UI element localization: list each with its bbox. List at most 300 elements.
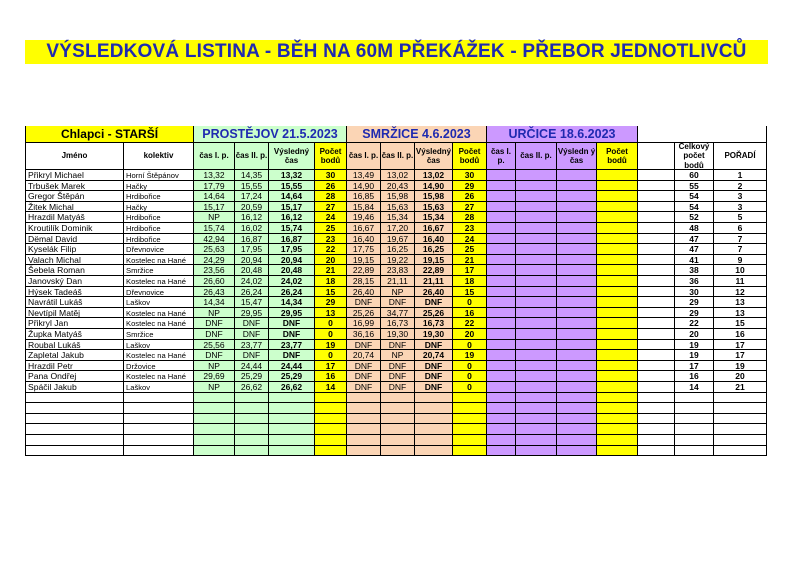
result-cell: 14,90 bbox=[415, 181, 453, 192]
result-cell: 15,55 bbox=[269, 181, 315, 192]
total-points-cell: 54 bbox=[675, 202, 714, 213]
athlete-name bbox=[25, 446, 124, 457]
urcice-run1-cell bbox=[487, 170, 516, 181]
urcice-run2-cell bbox=[516, 393, 557, 404]
result-cell bbox=[453, 435, 487, 446]
athlete-team: Držovice bbox=[124, 361, 194, 372]
blank-cell bbox=[638, 340, 675, 351]
blank-cell bbox=[638, 287, 675, 298]
total-points-cell: 16 bbox=[675, 371, 714, 382]
result-cell: 25,29 bbox=[269, 371, 315, 382]
athlete-name: Hrazdil Matyáš bbox=[25, 212, 124, 223]
urcice-points-cell bbox=[597, 318, 638, 329]
athlete-team: Horní Štěpánov bbox=[124, 170, 194, 181]
result-cell: 16,40 bbox=[347, 234, 381, 245]
result-cell: 28 bbox=[315, 191, 347, 202]
total-points-cell bbox=[675, 403, 714, 414]
total-points-cell: 38 bbox=[675, 265, 714, 276]
result-cell: NP bbox=[381, 350, 415, 361]
rank-cell bbox=[714, 435, 767, 446]
result-cell: 29 bbox=[453, 181, 487, 192]
result-cell: 23,56 bbox=[194, 265, 235, 276]
rank-cell: 16 bbox=[714, 329, 767, 340]
result-cell bbox=[235, 446, 269, 457]
result-cell: 29,69 bbox=[194, 371, 235, 382]
urcice-run1-cell bbox=[487, 318, 516, 329]
urcice-points-cell bbox=[597, 371, 638, 382]
result-cell: DNF bbox=[235, 350, 269, 361]
header-result: Výsledný čas bbox=[269, 143, 315, 170]
urcice-run1-cell bbox=[487, 255, 516, 266]
urcice-run2-cell bbox=[516, 371, 557, 382]
result-cell bbox=[269, 446, 315, 457]
athlete-name bbox=[25, 435, 124, 446]
total-points-cell: 22 bbox=[675, 318, 714, 329]
result-cell: 34,77 bbox=[381, 308, 415, 319]
result-cell: DNF bbox=[415, 371, 453, 382]
result-cell: 16 bbox=[315, 371, 347, 382]
result-cell bbox=[347, 403, 381, 414]
result-cell bbox=[315, 393, 347, 404]
result-cell: 25,56 bbox=[194, 340, 235, 351]
result-cell bbox=[315, 446, 347, 457]
athlete-name: Žitek Michal bbox=[25, 202, 124, 213]
result-cell bbox=[381, 414, 415, 425]
urcice-result-cell bbox=[557, 255, 597, 266]
result-cell: DNF bbox=[415, 382, 453, 393]
urcice-result-cell bbox=[557, 371, 597, 382]
header-points: Počet bodů bbox=[315, 143, 347, 170]
result-cell: DNF bbox=[381, 371, 415, 382]
result-cell: 22,89 bbox=[347, 265, 381, 276]
urcice-run2-cell bbox=[516, 350, 557, 361]
total-points-cell: 19 bbox=[675, 340, 714, 351]
result-cell: 15,74 bbox=[194, 223, 235, 234]
urcice-points-cell bbox=[597, 414, 638, 425]
blank-cell bbox=[638, 318, 675, 329]
result-cell: 15,98 bbox=[381, 191, 415, 202]
urcice-result-cell bbox=[557, 393, 597, 404]
result-cell: 26,24 bbox=[235, 287, 269, 298]
athlete-name: Hýsek Tadeáš bbox=[25, 287, 124, 298]
result-cell: 0 bbox=[453, 297, 487, 308]
athlete-name bbox=[25, 424, 124, 435]
result-cell: 23,83 bbox=[381, 265, 415, 276]
result-cell: 16,73 bbox=[381, 318, 415, 329]
rank-cell: 3 bbox=[714, 191, 767, 202]
rank-cell: 3 bbox=[714, 202, 767, 213]
result-cell bbox=[269, 435, 315, 446]
athlete-team: Kostelec na Hané bbox=[124, 276, 194, 287]
urcice-run1-cell bbox=[487, 393, 516, 404]
athlete-name bbox=[25, 414, 124, 425]
result-cell: 17,95 bbox=[269, 244, 315, 255]
result-cell: 20,94 bbox=[269, 255, 315, 266]
athlete-team: Smržice bbox=[124, 265, 194, 276]
urcice-run1-cell bbox=[487, 181, 516, 192]
urcice-result-cell bbox=[557, 424, 597, 435]
result-cell bbox=[415, 446, 453, 457]
athlete-team: Hrdibořice bbox=[124, 212, 194, 223]
urcice-points-cell bbox=[597, 340, 638, 351]
athlete-team: Kostelec na Hané bbox=[124, 308, 194, 319]
rank-cell bbox=[714, 414, 767, 425]
athlete-name: Spáčil Jakub bbox=[25, 382, 124, 393]
urcice-result-cell bbox=[557, 361, 597, 372]
result-cell: 28 bbox=[453, 212, 487, 223]
result-cell bbox=[235, 424, 269, 435]
result-cell: 15 bbox=[453, 287, 487, 298]
athlete-team bbox=[124, 403, 194, 414]
urcice-result-cell bbox=[557, 382, 597, 393]
result-cell: DNF bbox=[381, 297, 415, 308]
athlete-name: Přikryl Michael bbox=[25, 170, 124, 181]
urcice-points-cell bbox=[597, 212, 638, 223]
result-cell bbox=[315, 424, 347, 435]
blank-cell bbox=[638, 255, 675, 266]
urcice-points-cell bbox=[597, 255, 638, 266]
total-points-cell bbox=[675, 435, 714, 446]
athlete-name: Navrátil Lukáš bbox=[25, 297, 124, 308]
urcice-points-cell bbox=[597, 244, 638, 255]
athlete-team bbox=[124, 414, 194, 425]
blank-cell bbox=[638, 371, 675, 382]
result-cell: 13 bbox=[315, 308, 347, 319]
rank-cell bbox=[714, 424, 767, 435]
athlete-name bbox=[25, 393, 124, 404]
athlete-name bbox=[25, 403, 124, 414]
result-cell: 19 bbox=[453, 350, 487, 361]
urcice-run2-cell bbox=[516, 361, 557, 372]
urcice-run1-cell bbox=[487, 234, 516, 245]
header-name: Jméno bbox=[25, 143, 124, 170]
blank-cell bbox=[638, 414, 675, 425]
urcice-run1-cell bbox=[487, 287, 516, 298]
result-cell bbox=[453, 424, 487, 435]
result-cell bbox=[194, 424, 235, 435]
blank-cell bbox=[638, 202, 675, 213]
result-cell: 19,22 bbox=[381, 255, 415, 266]
total-points-cell: 36 bbox=[675, 276, 714, 287]
athlete-team: Hrdibořice bbox=[124, 191, 194, 202]
rank-cell: 11 bbox=[714, 276, 767, 287]
result-cell: 15,34 bbox=[381, 212, 415, 223]
result-cell: DNF bbox=[381, 340, 415, 351]
athlete-team: Laškov bbox=[124, 382, 194, 393]
result-cell bbox=[269, 403, 315, 414]
results-table bbox=[25, 126, 767, 461]
result-cell bbox=[347, 393, 381, 404]
result-cell: 36,16 bbox=[347, 329, 381, 340]
result-cell bbox=[381, 435, 415, 446]
result-cell: 19,30 bbox=[415, 329, 453, 340]
result-cell: 19,46 bbox=[347, 212, 381, 223]
result-cell: 14,64 bbox=[269, 191, 315, 202]
result-cell: DNF bbox=[347, 361, 381, 372]
result-cell: DNF bbox=[347, 371, 381, 382]
result-cell: 16,67 bbox=[415, 223, 453, 234]
urcice-run1-cell bbox=[487, 424, 516, 435]
result-cell: 26,62 bbox=[235, 382, 269, 393]
blank-cell bbox=[638, 276, 675, 287]
athlete-name: Gregor Štěpán bbox=[25, 191, 124, 202]
total-points-cell: 19 bbox=[675, 350, 714, 361]
blank-cell bbox=[638, 181, 675, 192]
result-cell bbox=[381, 424, 415, 435]
result-cell: 17,75 bbox=[347, 244, 381, 255]
blank-cell bbox=[638, 403, 675, 414]
result-cell bbox=[453, 403, 487, 414]
result-cell bbox=[194, 446, 235, 457]
rank-cell: 10 bbox=[714, 265, 767, 276]
urcice-run1-cell bbox=[487, 446, 516, 457]
result-cell: 16,25 bbox=[381, 244, 415, 255]
urcice-run1-cell bbox=[487, 191, 516, 202]
blank-cell bbox=[638, 170, 675, 181]
result-cell: DNF bbox=[194, 329, 235, 340]
blank-cell bbox=[638, 191, 675, 202]
result-cell: 17,24 bbox=[235, 191, 269, 202]
urcice-run2-cell bbox=[516, 403, 557, 414]
result-cell bbox=[269, 393, 315, 404]
header-run2: čas II. p. bbox=[235, 143, 269, 170]
athlete-name: Nevtípil Matěj bbox=[25, 308, 124, 319]
result-cell: 26,43 bbox=[194, 287, 235, 298]
result-cell: DNF bbox=[347, 340, 381, 351]
result-cell bbox=[453, 414, 487, 425]
blank-cell bbox=[638, 329, 675, 340]
result-cell: 25,26 bbox=[347, 308, 381, 319]
blank-cell bbox=[638, 435, 675, 446]
urcice-run2-cell bbox=[516, 424, 557, 435]
urcice-result-cell bbox=[557, 308, 597, 319]
result-cell: 24,29 bbox=[194, 255, 235, 266]
result-cell: DNF bbox=[347, 297, 381, 308]
athlete-team: Dřevnovice bbox=[124, 244, 194, 255]
total-points-cell: 14 bbox=[675, 382, 714, 393]
result-cell: 15,84 bbox=[347, 202, 381, 213]
urcice-run2-cell bbox=[516, 329, 557, 340]
header-total: Celkový počet bodů bbox=[675, 143, 714, 170]
athlete-team: Hačky bbox=[124, 202, 194, 213]
urcice-points-cell bbox=[597, 191, 638, 202]
urcice-run2-cell bbox=[516, 340, 557, 351]
urcice-points-cell bbox=[597, 234, 638, 245]
blank-cell bbox=[638, 223, 675, 234]
urcice-result-cell bbox=[557, 287, 597, 298]
urcice-points-cell bbox=[597, 350, 638, 361]
rank-cell: 7 bbox=[714, 244, 767, 255]
urcice-result-cell bbox=[557, 318, 597, 329]
result-cell bbox=[269, 424, 315, 435]
urcice-result-cell bbox=[557, 181, 597, 192]
result-cell: 20,94 bbox=[235, 255, 269, 266]
result-cell: 14,34 bbox=[269, 297, 315, 308]
page-title: VÝSLEDKOVÁ LISTINA - BĚH NA 60M PŘEKÁŽEK - PŘEBOR JEDNOTLIVCŮ bbox=[25, 40, 768, 64]
result-cell: 20,74 bbox=[415, 350, 453, 361]
result-cell: 19,67 bbox=[381, 234, 415, 245]
result-cell: 42,94 bbox=[194, 234, 235, 245]
result-cell: 26,40 bbox=[415, 287, 453, 298]
rank-cell: 20 bbox=[714, 371, 767, 382]
result-cell bbox=[415, 414, 453, 425]
result-cell bbox=[347, 424, 381, 435]
athlete-team: Kostelec na Hané bbox=[124, 350, 194, 361]
result-cell: 20 bbox=[453, 329, 487, 340]
result-cell: DNF bbox=[415, 340, 453, 351]
result-cell: 25,29 bbox=[235, 371, 269, 382]
rank-cell: 12 bbox=[714, 287, 767, 298]
result-cell: 24,02 bbox=[235, 276, 269, 287]
result-cell bbox=[235, 435, 269, 446]
urcice-points-cell bbox=[597, 297, 638, 308]
result-cell: 29,95 bbox=[235, 308, 269, 319]
result-cell: 16,12 bbox=[235, 212, 269, 223]
urcice-points-cell bbox=[597, 403, 638, 414]
result-cell: NP bbox=[194, 382, 235, 393]
athlete-team: Laškov bbox=[124, 297, 194, 308]
result-cell: 25,26 bbox=[415, 308, 453, 319]
urcice-run1-cell bbox=[487, 340, 516, 351]
rank-cell: 17 bbox=[714, 340, 767, 351]
blank-cell bbox=[638, 234, 675, 245]
result-cell: 0 bbox=[315, 350, 347, 361]
result-cell: 0 bbox=[453, 361, 487, 372]
result-cell: DNF bbox=[269, 329, 315, 340]
urcice-run2-cell bbox=[516, 181, 557, 192]
competition-urcice: URČICE 18.6.2023 bbox=[487, 126, 638, 143]
header-points: Počet bodů bbox=[597, 143, 638, 170]
result-cell: 15,98 bbox=[415, 191, 453, 202]
rank-cell: 13 bbox=[714, 308, 767, 319]
result-cell: NP bbox=[194, 308, 235, 319]
rank-cell bbox=[714, 393, 767, 404]
urcice-run1-cell bbox=[487, 382, 516, 393]
result-cell: 16,73 bbox=[415, 318, 453, 329]
header-result: Výsledn ý čas bbox=[557, 143, 597, 170]
result-cell: 15 bbox=[315, 287, 347, 298]
urcice-run2-cell bbox=[516, 265, 557, 276]
urcice-run2-cell bbox=[516, 191, 557, 202]
result-cell: 16,87 bbox=[269, 234, 315, 245]
athlete-team bbox=[124, 435, 194, 446]
result-cell bbox=[235, 414, 269, 425]
urcice-points-cell bbox=[597, 329, 638, 340]
result-cell: 15,63 bbox=[415, 202, 453, 213]
total-points-cell: 20 bbox=[675, 329, 714, 340]
result-cell: 26,62 bbox=[269, 382, 315, 393]
header-rank: POŘADÍ bbox=[714, 143, 767, 170]
result-cell: DNF bbox=[415, 297, 453, 308]
athlete-team: Kostelec na Hané bbox=[124, 318, 194, 329]
athlete-team: Hačky bbox=[124, 181, 194, 192]
result-cell: 14,64 bbox=[194, 191, 235, 202]
urcice-points-cell bbox=[597, 202, 638, 213]
category-label: Chlapci - STARŠÍ bbox=[25, 126, 194, 143]
athlete-team: Laškov bbox=[124, 340, 194, 351]
header-points: Počet bodů bbox=[453, 143, 487, 170]
athlete-team: Dřevnovice bbox=[124, 287, 194, 298]
result-cell: 16,99 bbox=[347, 318, 381, 329]
urcice-points-cell bbox=[597, 361, 638, 372]
result-cell: DNF bbox=[235, 318, 269, 329]
urcice-result-cell bbox=[557, 170, 597, 181]
athlete-team: Smržice bbox=[124, 329, 194, 340]
urcice-run2-cell bbox=[516, 446, 557, 457]
rank-cell: 19 bbox=[714, 361, 767, 372]
header-run1: čas I. p. bbox=[487, 143, 516, 170]
athlete-name: Kyselák Filip bbox=[25, 244, 124, 255]
urcice-run2-cell bbox=[516, 287, 557, 298]
urcice-run1-cell bbox=[487, 202, 516, 213]
urcice-points-cell bbox=[597, 181, 638, 192]
urcice-run2-cell bbox=[516, 244, 557, 255]
result-cell: 16,67 bbox=[347, 223, 381, 234]
urcice-run1-cell bbox=[487, 244, 516, 255]
urcice-run2-cell bbox=[516, 435, 557, 446]
result-cell bbox=[194, 435, 235, 446]
athlete-team: Kostelec na Hané bbox=[124, 255, 194, 266]
result-cell: 19,15 bbox=[347, 255, 381, 266]
urcice-run1-cell bbox=[487, 414, 516, 425]
result-cell bbox=[235, 393, 269, 404]
result-cell: 16,40 bbox=[415, 234, 453, 245]
result-cell: 26,24 bbox=[269, 287, 315, 298]
blank-cell bbox=[638, 424, 675, 435]
urcice-run1-cell bbox=[487, 371, 516, 382]
result-cell: 15,63 bbox=[381, 202, 415, 213]
result-cell: 15,47 bbox=[235, 297, 269, 308]
competition-smrzice: SMRŽICE 4.6.2023 bbox=[347, 126, 487, 143]
result-cell: 30 bbox=[453, 170, 487, 181]
athlete-team: Hrdibořice bbox=[124, 223, 194, 234]
result-cell bbox=[194, 403, 235, 414]
result-cell: 21,11 bbox=[415, 276, 453, 287]
urcice-run1-cell bbox=[487, 329, 516, 340]
result-cell: 23 bbox=[315, 234, 347, 245]
result-cell: 26,60 bbox=[194, 276, 235, 287]
result-cell: 21,11 bbox=[381, 276, 415, 287]
athlete-name: Trbušek Marek bbox=[25, 181, 124, 192]
result-cell: 30 bbox=[315, 170, 347, 181]
result-cell: 23,77 bbox=[235, 340, 269, 351]
result-cell: 15,17 bbox=[269, 202, 315, 213]
result-cell: 13,32 bbox=[194, 170, 235, 181]
urcice-points-cell bbox=[597, 382, 638, 393]
result-cell: 13,49 bbox=[347, 170, 381, 181]
result-cell: 20,59 bbox=[235, 202, 269, 213]
result-cell: 29,95 bbox=[269, 308, 315, 319]
athlete-name: Šebela Roman bbox=[25, 265, 124, 276]
athlete-name: Pana Ondřej bbox=[25, 371, 124, 382]
urcice-run1-cell bbox=[487, 308, 516, 319]
result-cell: 0 bbox=[453, 371, 487, 382]
total-points-cell bbox=[675, 424, 714, 435]
blank-cell bbox=[638, 244, 675, 255]
result-cell: 19,15 bbox=[415, 255, 453, 266]
rank-cell: 7 bbox=[714, 234, 767, 245]
result-cell: 28,15 bbox=[347, 276, 381, 287]
result-cell bbox=[415, 424, 453, 435]
result-cell: DNF bbox=[381, 361, 415, 372]
result-cell: 20,43 bbox=[381, 181, 415, 192]
urcice-points-cell bbox=[597, 276, 638, 287]
result-cell: 18 bbox=[315, 276, 347, 287]
urcice-result-cell bbox=[557, 234, 597, 245]
athlete-name: Hrazdil Petr bbox=[25, 361, 124, 372]
result-cell: 19,30 bbox=[381, 329, 415, 340]
result-cell: 22 bbox=[315, 244, 347, 255]
